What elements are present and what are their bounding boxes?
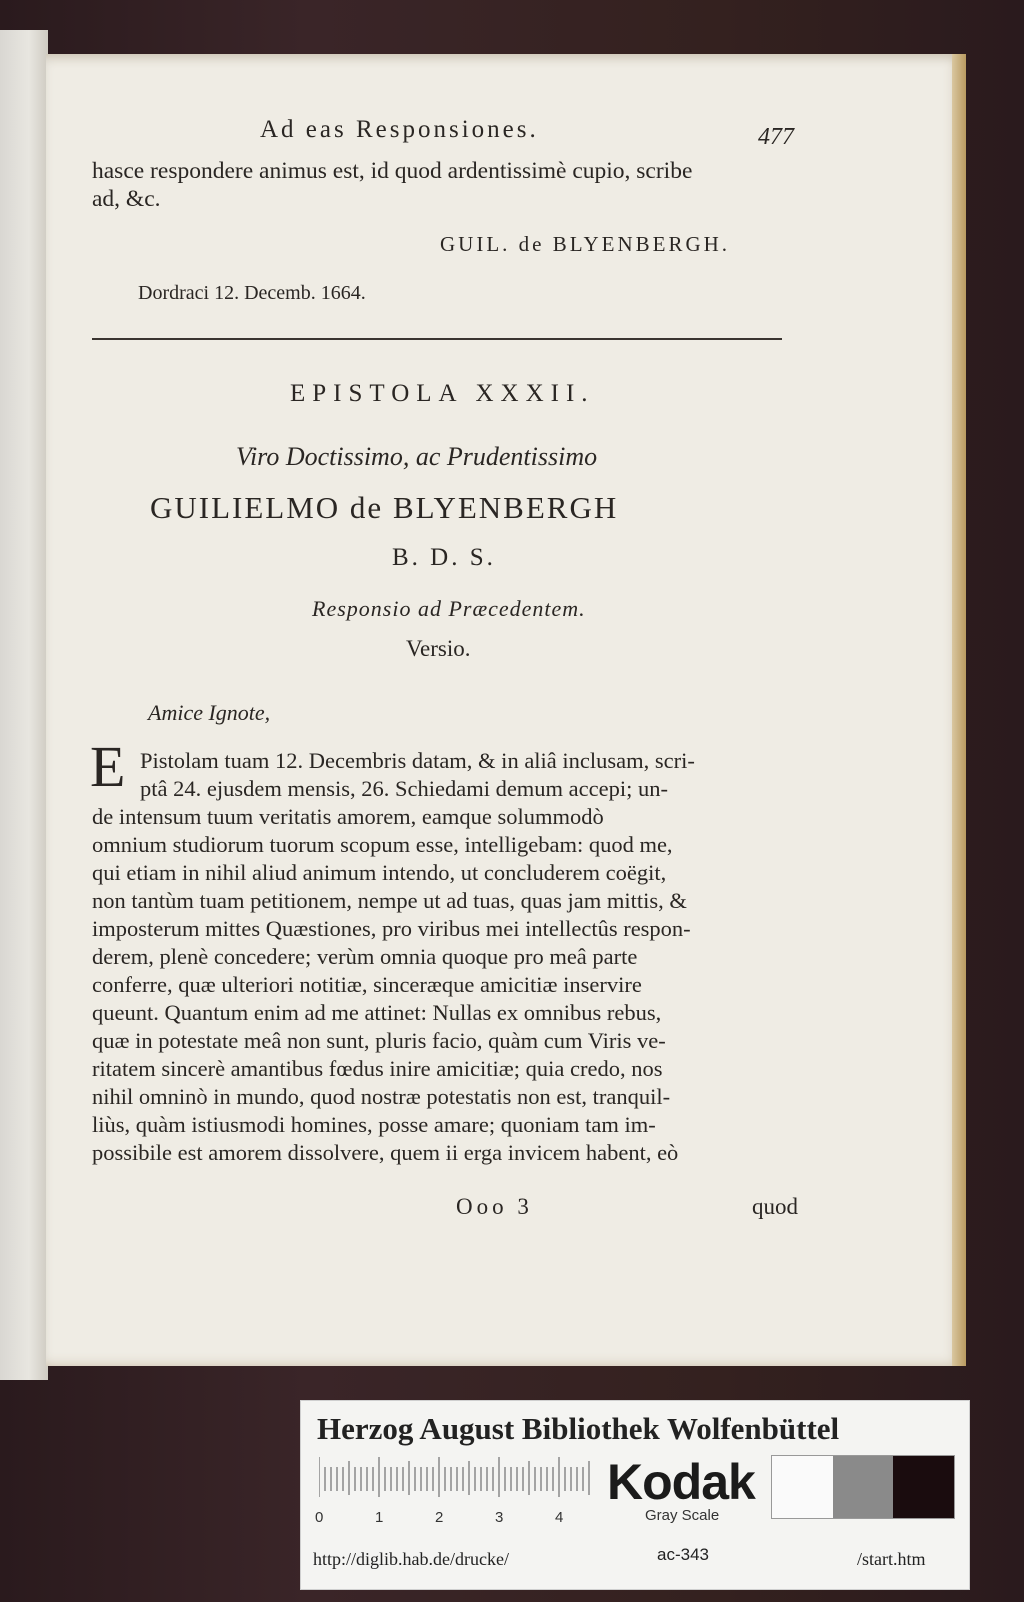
addressee: Viro Doctissimo, ac Prudentissimo [236,442,598,471]
opening-line: ad, &c. [92,186,161,212]
paragraph-line: Pistolam tuam 12. Decembris datam, & in aliâ inclusam, scri- [140,748,695,773]
paragraph-line: omnium studiorum tuorum scopum esse, intelligebam: quod me, [92,832,673,857]
divider-rule [92,338,782,340]
paragraph-line: non tantùm tuam petitionem, nempe ut ad tuas, quas jam mittis, & [92,888,687,913]
left-page-edge [0,30,48,1380]
ruler-number: 2 [435,1509,444,1526]
gray-scale-strip [771,1455,955,1519]
ruler-number: 1 [375,1509,384,1526]
catchword: quod [752,1194,798,1219]
versio-label: Versio. [406,636,471,661]
shelfmark-id: ac-343 [657,1545,709,1564]
paragraph-line: ritatem sincerè amantibus fœdus inire amicitiæ; quia credo, nos [92,1056,663,1081]
addressee-name: GUILIELMO de BLYENBERGH [150,490,619,525]
ruler-scale [319,1457,591,1501]
kodak-logo: Kodak [607,1454,755,1510]
paragraph-line: derem, plenè concedere; verùm omnia quoque pro meâ parte [92,944,638,969]
library-name: Herzog August Bibliothek Wolfenbüttel [317,1411,840,1446]
paragraph-line: nihil omninò in mundo, quod nostræ potestatis non est, tranquil- [92,1084,671,1109]
paragraph-line: queunt. Quantum enim ad me attinet: Nullas ex omnibus rebus, [92,1000,662,1025]
paragraph-line: ptâ 24. ejusdem mensis, 26. Schiedami demum accepi; un- [140,776,669,801]
ruler-number: 0 [315,1509,324,1526]
ruler-number: 4 [555,1509,564,1526]
paragraph-line: liùs, quàm istiusmodi homines, posse amare; quoniam tam im- [92,1112,656,1137]
paragraph-line: imposterum mittes Quæstiones, pro viribus mei intellectûs respon- [92,916,691,941]
ruler-number: 3 [495,1509,504,1526]
author-initials: B. D. S. [392,544,496,571]
gray-patch-white [772,1456,833,1518]
page-right-edge [952,54,966,1366]
paragraph-line: conferre, quæ ulteriori notitiæ, sinceræque amicitiæ inservire [92,972,642,997]
signature: GUIL. de BLYENBERGH. [440,232,731,256]
paragraph-line: qui etiam in nihil aliud animum intendo, ut concluderem coëgit, [92,860,667,885]
signature-mark: Ooo 3 [456,1194,533,1219]
paragraph-line: possibile est amorem dissolvere, quem ii erga invicem habent, eò [92,1140,679,1165]
gray-patch-black [893,1456,954,1518]
library-color-card [300,1400,970,1590]
url-right: /start.htm [857,1549,926,1569]
running-head: Ad eas Responsiones. [260,116,539,143]
paragraph-line: de intensum tuum veritatis amorem, eamque solummodò [92,804,604,829]
url-left: http://diglib.hab.de/drucke/ [313,1549,509,1569]
opening-line: hasce respondere animus est, id quod ardentissimè cupio, scribe [92,158,693,184]
gray-patch-mid [833,1456,894,1518]
response-note: Responsio ad Præcedentem. [312,596,586,621]
drop-cap: E [90,734,126,799]
paragraph-line: quæ in potestate meâ non sunt, pluris facio, quàm cum Viris ve- [92,1028,666,1053]
gray-scale-label: Gray Scale [645,1507,720,1524]
dateline: Dordraci 12. Decemb. 1664. [138,282,366,304]
salutation: Amice Ignote, [148,700,271,725]
page-number: 477 [758,124,794,150]
epistola-heading: EPISTOLA XXXII. [290,380,595,407]
